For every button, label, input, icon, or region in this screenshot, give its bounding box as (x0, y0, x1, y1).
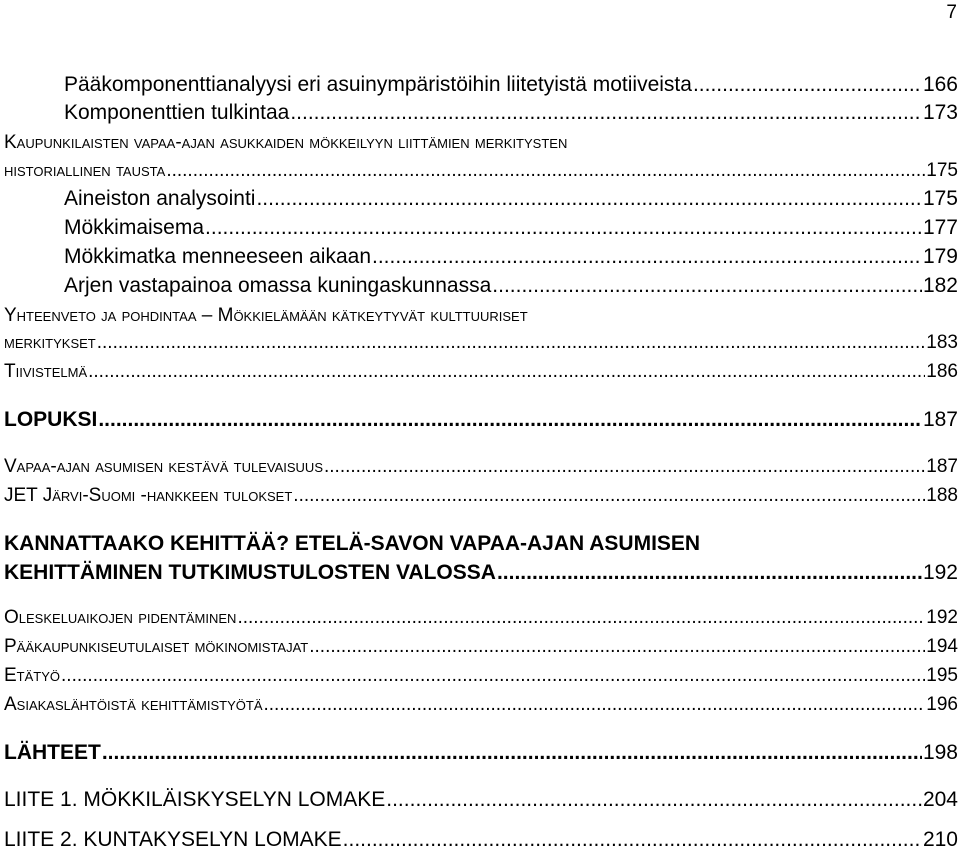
toc-title-line[interactable]: Kaupunkilaisten vapaa-ajan asukkaiden mökkeilyyn liittämien merkitysten (4, 132, 568, 153)
toc-entry[interactable] (4, 637, 958, 656)
toc-entry[interactable] (4, 608, 958, 627)
toc-page: 198 (922, 741, 958, 764)
toc-entry[interactable] (4, 362, 958, 381)
toc-title: Pääkaupunkiseutulaiset mökinomistajat (4, 636, 309, 657)
dot-leader (386, 789, 922, 810)
toc-title: KEHITTÄMINEN TUTKIMUSTULOSTEN VALOSSA (4, 561, 496, 584)
dot-leader (88, 362, 925, 381)
toc-title: Etätyö (4, 665, 61, 686)
dot-leader (205, 217, 922, 238)
toc-title: Vapaa-ajan asumisen kestävä tulevaisuus (4, 456, 323, 477)
toc-title-line[interactable]: Yhteenveto ja pohdintaa – Mökkielämään kätkeytyvät kulttuuriset (4, 305, 528, 326)
toc-page: 204 (922, 788, 958, 811)
dot-leader (293, 486, 925, 505)
toc-title: merkitykset (4, 332, 96, 353)
toc-title: LÄHTEET (4, 741, 101, 764)
toc-page: 196 (926, 694, 958, 715)
toc-title: Arjen vastapainoa omassa kuningaskunnassa (64, 274, 492, 297)
dot-leader (61, 666, 925, 685)
toc-entry[interactable] (64, 275, 958, 296)
toc-entry[interactable] (4, 409, 958, 430)
dot-leader (309, 637, 925, 656)
page-number: 7 (946, 2, 957, 23)
dot-leader (324, 457, 925, 476)
dot-leader (497, 562, 922, 583)
toc-page: 210 (922, 828, 958, 851)
toc-entry[interactable] (64, 102, 958, 123)
dot-leader (237, 608, 925, 627)
toc-page: 194 (926, 636, 958, 657)
dot-leader (97, 333, 926, 352)
toc-page: 175 (926, 160, 958, 181)
toc-entry[interactable] (64, 246, 958, 267)
dot-leader (166, 161, 925, 180)
dot-leader (492, 275, 922, 296)
toc-entry[interactable] (4, 486, 958, 505)
toc-entry[interactable] (4, 695, 958, 714)
toc-page: 177 (922, 216, 958, 239)
toc-entry[interactable] (64, 217, 958, 238)
toc-entry[interactable] (4, 742, 958, 763)
toc-title: LIITE 1. MÖKKILÄISKYSELYN LOMAKE (4, 788, 386, 811)
toc-title: Mökkimatka menneeseen aikaan (64, 245, 372, 268)
toc-title: Pääkomponenttianalyysi eri asuinympäristöihin liitetyistä motiiveista (64, 73, 692, 96)
toc-entry[interactable] (4, 789, 958, 810)
toc-entry[interactable] (64, 188, 958, 209)
toc-title: Mökkimaisema (64, 216, 205, 239)
toc-page: 192 (922, 561, 958, 584)
toc-entry[interactable] (64, 74, 958, 95)
toc-entry[interactable] (4, 333, 958, 352)
toc-entry[interactable] (4, 666, 958, 685)
dot-leader (290, 102, 922, 123)
toc-page: 166 (922, 73, 958, 96)
toc-entry[interactable] (4, 829, 958, 850)
toc-page: 182 (922, 274, 958, 297)
toc-page: 195 (926, 665, 958, 686)
toc-page: 192 (926, 607, 958, 628)
toc-title: LOPUKSI (4, 408, 98, 431)
toc-page: 183 (926, 332, 958, 353)
toc-entry[interactable] (4, 161, 958, 180)
dot-leader (256, 188, 922, 209)
dot-leader (98, 409, 922, 430)
toc-page: 187 (926, 456, 958, 477)
toc-page: 179 (922, 245, 958, 268)
toc-title: historiallinen tausta (4, 160, 166, 181)
toc-title: LIITE 2. KUNTAKYSELYN LOMAKE (4, 828, 342, 851)
toc-page: 187 (922, 408, 958, 431)
toc-title: Asiakaslähtöistä kehittämistyötä (4, 694, 263, 715)
dot-leader (343, 829, 922, 850)
dot-leader (102, 742, 922, 763)
toc-page: 186 (926, 361, 958, 382)
toc-entry[interactable] (4, 562, 958, 583)
toc-title: JET Järvi-Suomi -hankkeen tulokset (4, 485, 293, 506)
toc-page: 175 (922, 187, 958, 210)
toc-title: Tiivistelmä (4, 361, 88, 382)
toc-entry[interactable] (4, 457, 958, 476)
dot-leader (693, 74, 922, 95)
toc-title-line[interactable]: KANNATTAAKO KEHITTÄÄ? ETELÄ-SAVON VAPAA-AJAN ASUMISEN (4, 532, 701, 555)
toc-page: 173 (922, 101, 958, 124)
toc-page: 188 (926, 485, 958, 506)
dot-leader (264, 695, 926, 714)
toc-title: Oleskeluaikojen pidentäminen (4, 607, 237, 628)
toc-title: Aineiston analysointi (64, 187, 256, 210)
toc-title: Komponenttien tulkintaa (64, 101, 290, 124)
dot-leader (372, 246, 922, 267)
